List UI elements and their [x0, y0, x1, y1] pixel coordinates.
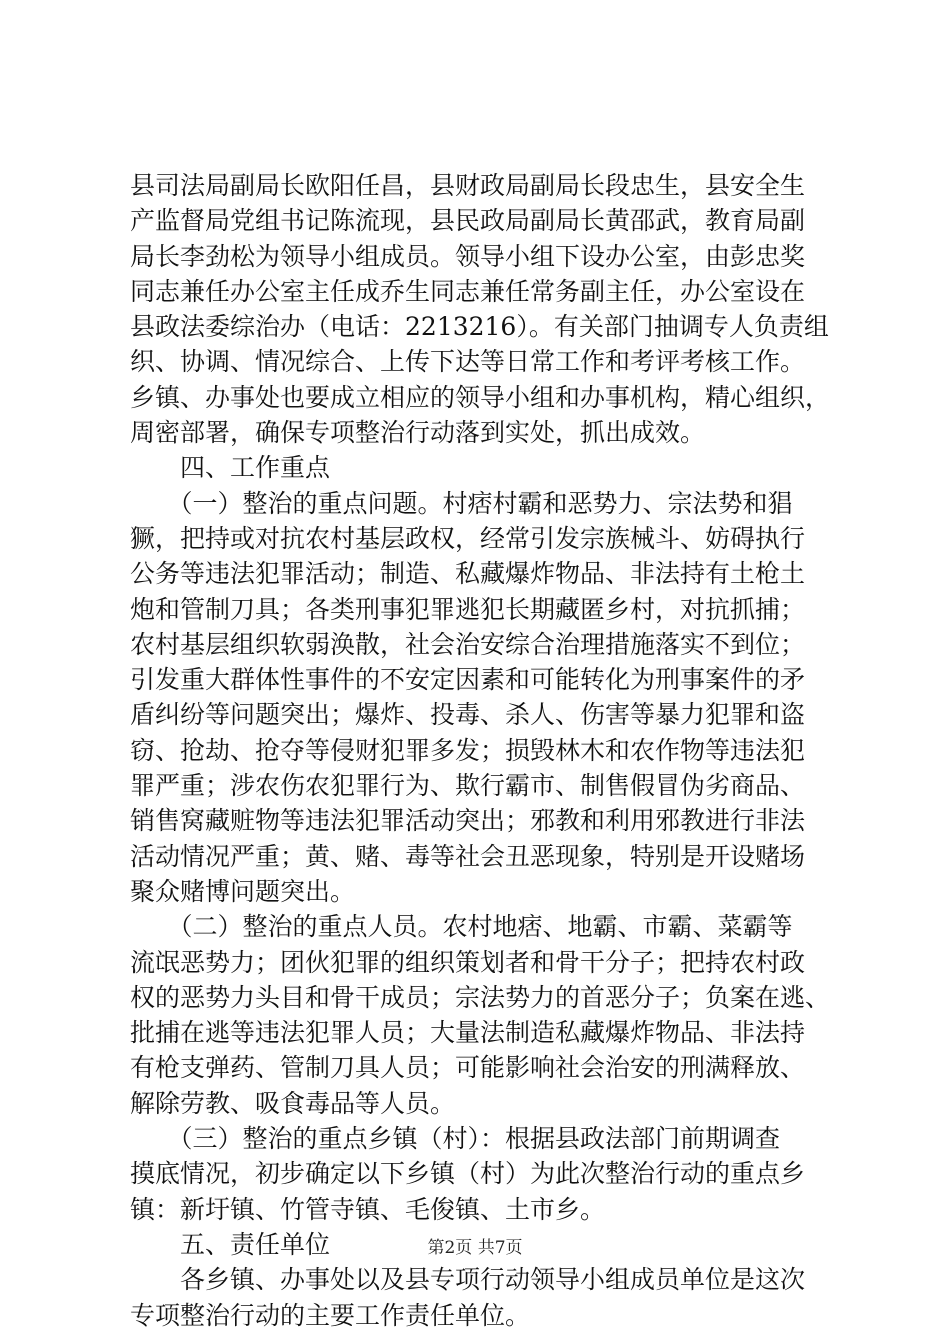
- text-line: 县政法委综治办（电话：2213216）。有关部门抽调专人负责组: [130, 312, 829, 342]
- text-line: 周密部署，确保专项整治行动落到实处，抓出成效。: [130, 418, 706, 448]
- text-line: 盾纠纷等问题突出；爆炸、投毒、杀人、伤害等暴力犯罪和盗: [130, 700, 806, 730]
- text-line: 局长李劲松为领导小组成员。领导小组下设办公室，由彭忠奖: [130, 241, 806, 271]
- text-line: 解除劳教、吸食毒品等人员。: [130, 1088, 456, 1118]
- text-line: 镇：新圩镇、竹管寺镇、毛俊镇、土市乡。: [130, 1194, 606, 1224]
- text-line: 獗，把持或对抗农村基层政权，经常引发宗族械斗、妨碍执行: [130, 523, 806, 553]
- text-line: 批捕在逃等违法犯罪人员；大量法制造私藏爆炸物品、非法持: [130, 1018, 806, 1048]
- document-body: [130, 168, 830, 1333]
- text-line: 四、工作重点: [130, 453, 331, 483]
- text-line: 活动情况严重；黄、赌、毒等社会丑恶现象，特别是开设赌场: [130, 841, 806, 871]
- text-line: 织、协调、情况综合、上传下达等日常工作和考评考核工作。: [130, 347, 806, 377]
- text-line: 有枪支弹药、管制刀具人员；可能影响社会治安的刑满释放、: [130, 1053, 806, 1083]
- text-line: 销售窝藏赃物等违法犯罪活动突出；邪教和利用邪教进行非法: [130, 806, 806, 836]
- text-line: 县司法局副局长欧阳任昌，县财政局副局长段忠生，县安全生: [130, 171, 806, 200]
- text-line: 窃、抢劫、抢夺等侵财犯罪多发；损毁林木和农作物等违法犯: [130, 735, 806, 765]
- text-line: 炮和管制刀具；各类刑事犯罪逃犯长期藏匿乡村，对抗抓捕；: [130, 594, 806, 624]
- text-line: 摸底情况，初步确定以下乡镇（村）为此次整治行动的重点乡: [130, 1159, 806, 1189]
- page-footer: 第2页 共7页: [427, 1238, 523, 1258]
- text-line: （三）整治的重点乡镇（村）：根据县政法部门前期调查: [130, 1124, 781, 1154]
- text-line: 流氓恶势力；团伙犯罪的组织策划者和骨干分子；把持农村政: [130, 947, 806, 977]
- text-line: 罪严重；涉农伤农犯罪行为、欺行霸市、制售假冒伪劣商品、: [130, 771, 806, 801]
- text-line: 农村基层组织软弱涣散，社会治安综合治理措施落实不到位；: [130, 629, 806, 659]
- text-line: 同志兼任办公室主任成乔生同志兼任常务副主任，办公室设在: [130, 276, 806, 306]
- text-line: 各乡镇、办事处以及县专项行动领导小组成员单位是这次: [130, 1265, 806, 1295]
- text-line: 产监督局党组书记陈流现，县民政局副局长黄邵武，教育局副: [130, 206, 806, 236]
- text-line: 引发重大群体性事件的不安定因素和可能转化为刑事案件的矛: [130, 665, 806, 695]
- text-line: （一）整治的重点问题。村痞村霸和恶势力、宗法势和猖: [130, 488, 793, 518]
- text-line: 权的恶势力头目和骨干成员；宗法势力的首恶分子；负案在逃、: [130, 982, 830, 1012]
- text-line: 五、责任单位: [130, 1229, 331, 1259]
- text-line: 专项整治行动的主要工作责任单位。: [130, 1300, 531, 1330]
- text-line: （二）整治的重点人员。农村地痞、地霸、市霸、菜霸等: [130, 912, 793, 942]
- text-line: 乡镇、办事处也要成立相应的领导小组和办事机构，精心组织，: [130, 382, 830, 412]
- text-line: 公务等违法犯罪活动；制造、私藏爆炸物品、非法持有土枪土: [130, 559, 806, 589]
- text-line: 聚众赌博问题突出。: [130, 876, 356, 906]
